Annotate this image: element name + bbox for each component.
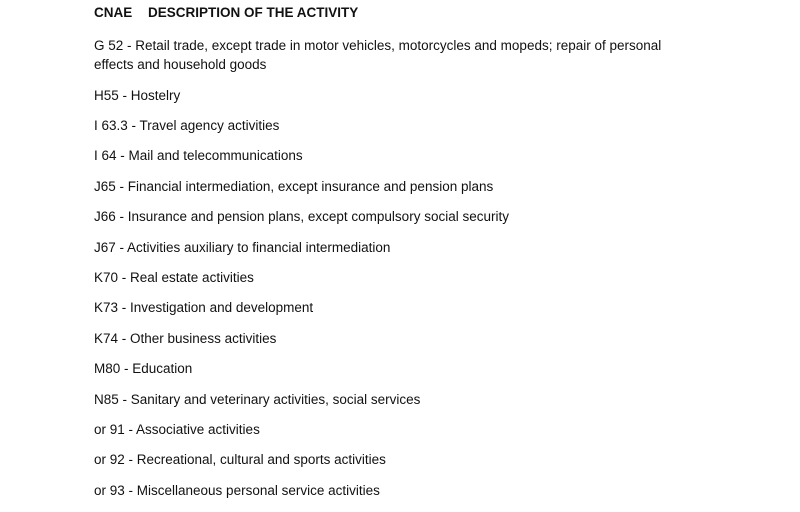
activity-item: J65 - Financial intermediation, except insurance and pension plans bbox=[94, 178, 494, 194]
activity-item: J67 - Activities auxiliary to financial intermediation bbox=[94, 239, 391, 255]
activity-item: G 52 - Retail trade, except trade in motor vehicles, motorcycles and mopeds; repair of personal effects and household goods bbox=[94, 38, 662, 72]
activity-item: I 64 - Mail and telecommunications bbox=[94, 148, 303, 164]
activity-item: K70 - Real estate activities bbox=[94, 269, 254, 285]
activity-item: or 92 - Recreational, cultural and sports activities bbox=[94, 452, 386, 468]
activity-document bbox=[94, 4, 784, 511]
activity-item: I 63.3 - Travel agency activities bbox=[94, 117, 280, 133]
activity-item: or 93 - Miscellaneous personal service activities bbox=[94, 482, 380, 498]
activity-item: K73 - Investigation and development bbox=[94, 300, 314, 316]
table-header bbox=[94, 4, 784, 26]
header-cnae: CNAE bbox=[94, 5, 133, 20]
activity-item: J66 - Insurance and pension plans, except compulsory social security bbox=[94, 209, 509, 225]
activity-item: or 91 - Associative activities bbox=[94, 421, 260, 437]
activity-list bbox=[94, 36, 784, 500]
activity-item: H55 - Hostelry bbox=[94, 87, 181, 103]
activity-item: M80 - Education bbox=[94, 361, 193, 377]
activity-item: N85 - Sanitary and veterinary activities, social services bbox=[94, 391, 421, 407]
activity-item: K74 - Other business activities bbox=[94, 330, 277, 346]
header-description: DESCRIPTION OF THE ACTIVITY bbox=[148, 5, 359, 20]
